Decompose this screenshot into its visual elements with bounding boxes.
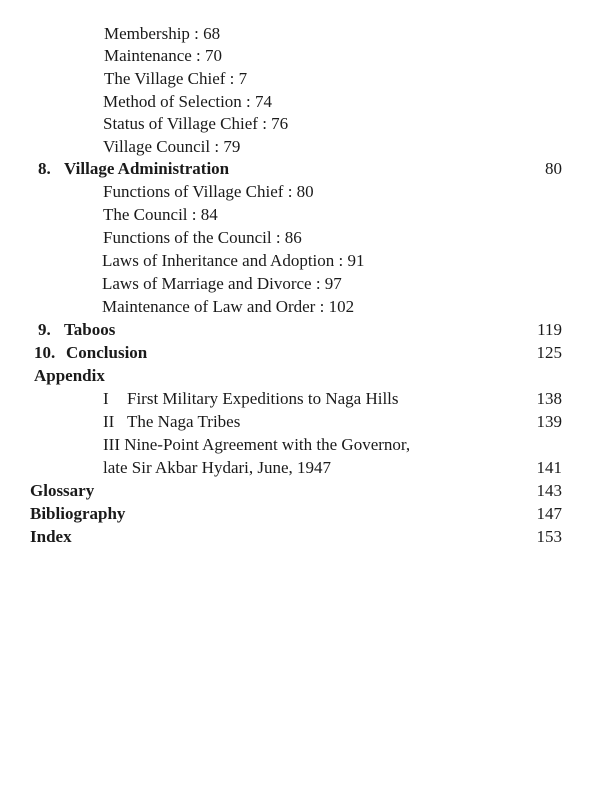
- toc-subentry: [0, 44, 600, 68]
- toc-subentry: [0, 22, 600, 46]
- toc-subentry-text: Membership : 68: [104, 24, 221, 43]
- toc-subentry-text: Maintenance of Law and Order : 102: [102, 297, 355, 316]
- page-number: 138: [536, 389, 562, 408]
- toc-subentry-text: Maintenance : 70: [104, 46, 223, 65]
- page-number: 125: [536, 343, 562, 362]
- toc-chapter-8: [0, 157, 600, 181]
- appendix-item-text: First Military Expeditions to Naga Hills: [127, 389, 399, 408]
- toc-subentry: [0, 295, 600, 319]
- toc-subentry-text: The Village Chief : 7: [104, 69, 248, 88]
- toc-subentry-text: Laws of Inheritance and Adoption : 91: [102, 251, 365, 270]
- toc-subentry: [0, 180, 600, 204]
- toc-subentry-text: Method of Selection : 74: [103, 92, 273, 111]
- toc-subentry: [0, 272, 600, 296]
- appendix-item-text: The Naga Tribes: [127, 412, 241, 431]
- appendix-numeral: II: [103, 412, 115, 431]
- appendix-numeral: I: [103, 389, 109, 408]
- page-number: 141: [536, 458, 562, 477]
- toc-subentry: [0, 249, 600, 273]
- page-number: 119: [537, 320, 562, 339]
- toc-glossary: [0, 479, 600, 503]
- page-number: 143: [536, 481, 562, 500]
- toc-subentry: [0, 203, 600, 227]
- toc-subentry-text: Status of Village Chief : 76: [103, 114, 289, 133]
- page-number: 139: [536, 412, 562, 431]
- chapter-number: 9.: [38, 320, 51, 339]
- toc-appendix-item-continuation: [0, 456, 600, 480]
- appendix-item-text: late Sir Akbar Hydari, June, 1947: [103, 458, 332, 477]
- toc-appendix-item: [0, 433, 600, 457]
- toc-appendix-item: [0, 410, 600, 434]
- toc-appendix-heading: [0, 364, 600, 388]
- appendix-title: Appendix: [34, 366, 105, 385]
- toc-subentry: [0, 90, 600, 114]
- toc-appendix-item: [0, 387, 600, 411]
- section-title: Bibliography: [30, 504, 126, 523]
- toc-chapter-10: [0, 341, 600, 365]
- toc-index: [0, 525, 600, 549]
- chapter-title: Taboos: [64, 320, 116, 339]
- chapter-title: Village Administration: [64, 159, 230, 178]
- toc-subentry: [0, 67, 600, 91]
- page-number: 153: [536, 527, 562, 546]
- toc-subentry: [0, 135, 600, 159]
- toc-subentry-text: The Council : 84: [103, 205, 218, 224]
- section-title: Glossary: [30, 481, 95, 500]
- toc-subentry-text: Functions of Village Chief : 80: [103, 182, 314, 201]
- toc-subentry-text: Village Council : 79: [103, 137, 241, 156]
- toc-subentry: [0, 226, 600, 250]
- toc-chapter-9: [0, 318, 600, 342]
- chapter-number: 10.: [34, 343, 56, 362]
- toc-subentry-text: Laws of Marriage and Divorce : 97: [102, 274, 342, 293]
- chapter-title: Conclusion: [66, 343, 148, 362]
- toc-bibliography: [0, 502, 600, 526]
- page-number: 147: [536, 504, 562, 523]
- chapter-number: 8.: [38, 159, 51, 178]
- toc-subentry-text: Functions of the Council : 86: [103, 228, 302, 247]
- section-title: Index: [30, 527, 72, 546]
- appendix-item-text: III Nine-Point Agreement with the Governor,: [103, 435, 411, 454]
- toc-subentry: [0, 112, 600, 136]
- page-number: 80: [545, 159, 562, 178]
